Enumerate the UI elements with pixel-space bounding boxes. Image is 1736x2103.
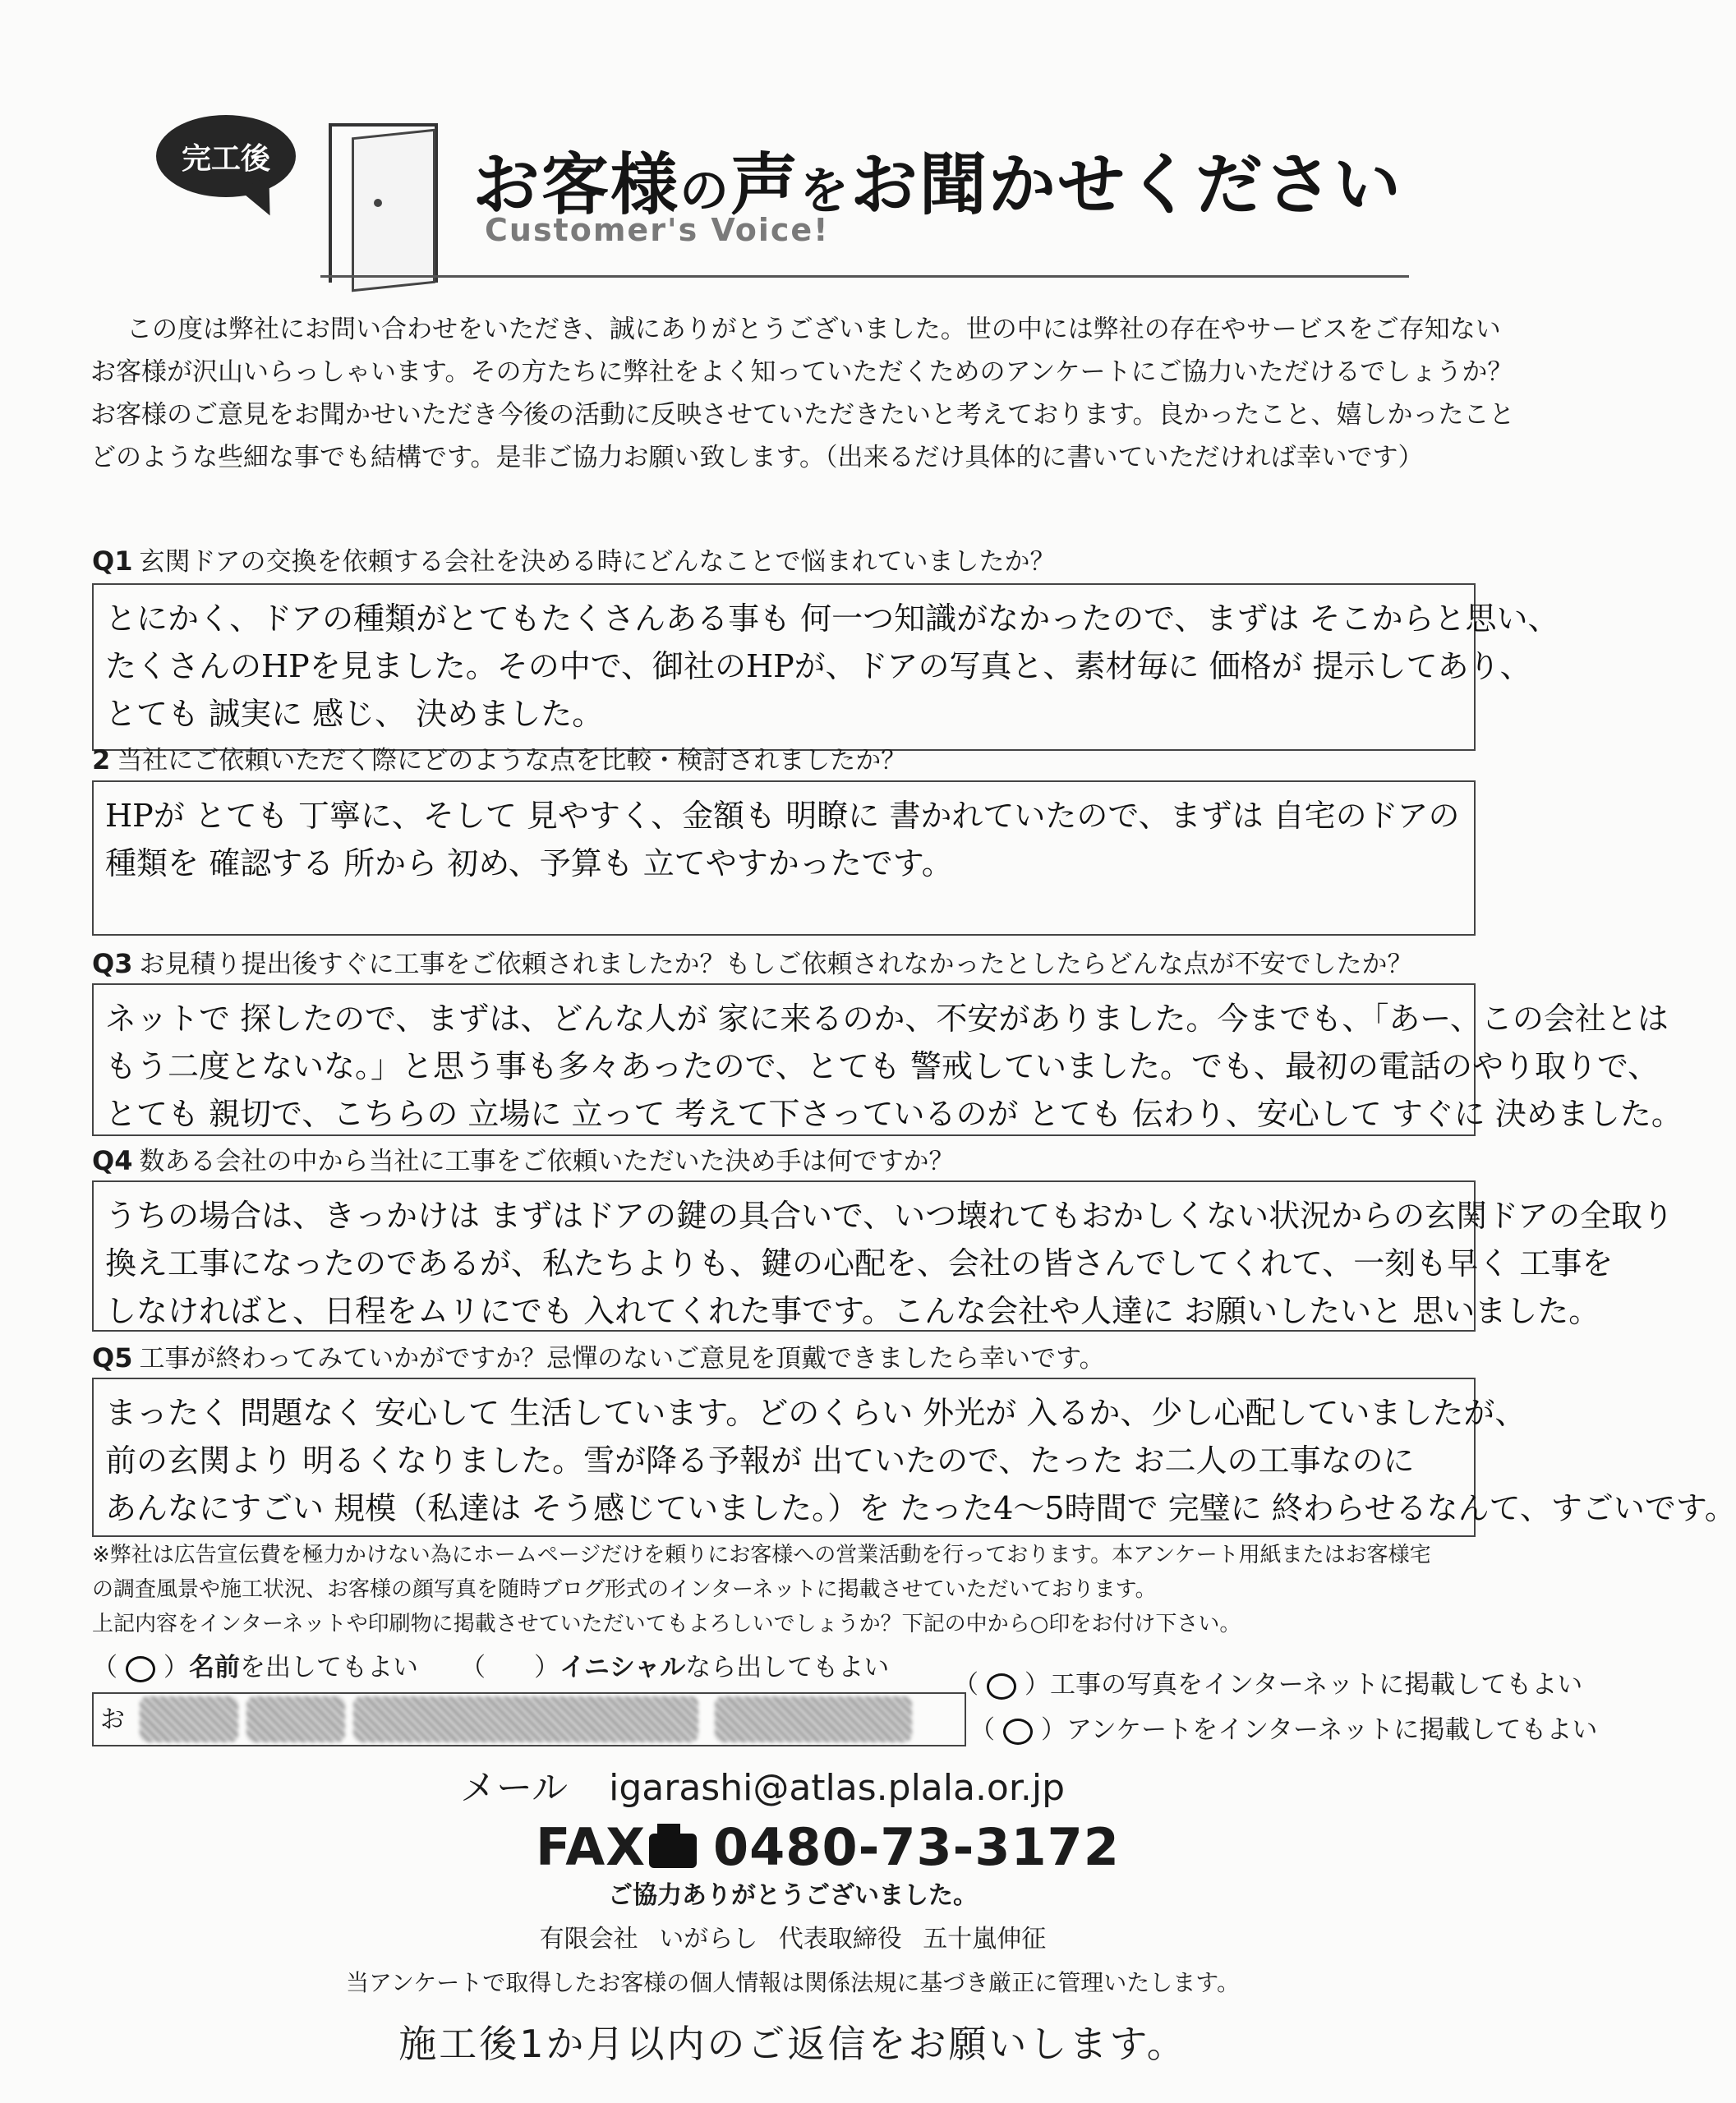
email-address[interactable]: igarashi@atlas.plala.or.jp xyxy=(609,1767,1066,1809)
answer-line: たくさんのHPを見ました。その中で、御社のHPが、ドアの写真と、素材毎に 価格が 提示してあり、 xyxy=(105,648,1531,684)
company-name: 有限会社 いがらし 代表取締役 五十嵐伸征 xyxy=(539,1925,1047,1953)
answer-line: HPが とても 丁寧に、そして 見やすく、金額も 明瞭に 書かれていたので、まずは 自宅のドアの xyxy=(105,798,1460,834)
redacted-name xyxy=(246,1696,345,1742)
page-title: お客様の声をお聞かせください xyxy=(472,146,1403,224)
circle-mark-icon xyxy=(126,1656,155,1682)
intro-line: お客様のご意見をお聞かせいただき今後の活動に反映させていただきたいと考えております。良かったこと、嬉しかったこと xyxy=(90,400,1515,430)
header-divider xyxy=(320,275,1409,278)
answer-line: ネットで 探したので、まずは、どんな人が 家に来るのか、不安がありました。今までも、「あー、この会社とは xyxy=(105,1001,1669,1037)
answer-line: まったく 問題なく 安心して 生活しています。どのくらい 外光が 入るか、少し心配していましたが、 xyxy=(105,1395,1526,1431)
question-2: 2 当社にご依頼いただく際にどのような点を比較・検討されましたか？ xyxy=(92,744,907,775)
notice-line: ※弊社は広告宣伝費を極力かけない為にホームページだけを頼りにお客様への営業活動を行っております。本アンケート用紙またはお客様宅 xyxy=(92,1543,1431,1567)
answer-box-3 xyxy=(92,983,1683,1136)
badge: 完工後 xyxy=(156,115,296,197)
consent-survey-option[interactable]: （ ）アンケートをインターネットに掲載してもよい xyxy=(969,1715,1598,1745)
door-knob-icon xyxy=(374,199,382,207)
answer-line: 種類を 確認する 所から 初め、予算も 立てやすかったです。 xyxy=(105,845,953,881)
answer-line: とても 誠実に 感じ、 決めました。 xyxy=(105,696,604,732)
consent-photo-option[interactable]: （ ）工事の写真をインターネットに掲載してもよい xyxy=(953,1670,1583,1700)
intro-line: この度は弊社にお問い合わせをいただき、誠にありがとうございました。世の中には弊社の存在やサービスをご存知ない xyxy=(127,315,1501,344)
name-prefix: お xyxy=(100,1705,125,1734)
consent-name-option[interactable]: （ ）名前を出してもよい xyxy=(92,1653,418,1682)
fax-contact: FAX 0480-73-3172 xyxy=(536,1817,1120,1877)
answer-line: とても 親切で、こちらの 立場に 立って 考えて下さっているのが とても 伝わり、安心して すぐに 決めました。 xyxy=(105,1096,1683,1132)
notice-text xyxy=(92,1538,1505,1641)
notice-line: 上記内容をインターネットや印刷物に掲載させていただいてもよろしいでしょうか？下記の中から○印をお付け下さい。 xyxy=(92,1612,1241,1636)
fax-icon xyxy=(649,1834,697,1868)
thanks-text: ご協力ありがとうございました。 xyxy=(608,1881,978,1910)
intro-line: どのような些細な事でも結構です。是非ご協力お願い致します。（出来るだけ具体的に書いていただければ幸いです） xyxy=(90,443,1424,472)
answer-line: 前の玄関より 明るくなりました。雪が降る予報が 出ていたので、たった お二人の工事なのに xyxy=(105,1443,1415,1479)
answer-box-1 xyxy=(92,583,1559,751)
question-4: Q4 数ある会社の中から当社に工事をご依頼いただいた決め手は何ですか？ xyxy=(92,1145,955,1176)
answer-box-4 xyxy=(92,1180,1674,1332)
intro-text xyxy=(90,308,1515,479)
circle-mark-icon xyxy=(987,1673,1016,1700)
question-3: Q3 お見積り提出後すぐに工事をご依頼されましたか？もしご依頼されなかったとしたらどんな点が不安でしたか？ xyxy=(92,948,1413,979)
redacted-name xyxy=(140,1696,238,1742)
answer-line: うちの場合は、きっかけは まずはドアの鍵の具合いで、いつ壊れてもおかしくない状況からの玄関ドアの全取り xyxy=(105,1198,1674,1234)
answer-line: もう二度とないな。」と思う事も多々あったので、とても 警戒していました。でも、最初の電話のやり取りで、 xyxy=(105,1048,1660,1084)
answer-line: とにかく、ドアの種類がとてもたくさんある事も 何一つ知識がなかったので、まずは そこからと思い、 xyxy=(105,601,1559,637)
consent-initial-option[interactable]: （ ）イニシャルなら出してもよい xyxy=(460,1653,890,1682)
fax-number: 0480-73-3172 xyxy=(713,1817,1120,1877)
question-1: Q1 玄関ドアの交換を依頼する会社を決める時にどんなことで悩まれていましたか？ xyxy=(92,545,1056,577)
circle-mark-icon xyxy=(1003,1719,1033,1745)
redacted-name xyxy=(715,1696,912,1742)
intro-line: お客様が沢山いらっしゃいます。その方たちに弊社をよく知っていただくためのアンケートにご協力いただけるでしょうか？ xyxy=(90,357,1513,387)
page-subtitle: Customer's Voice! xyxy=(485,212,830,248)
reply-request: 施工後1か月以内のご返信をお願いします。 xyxy=(398,2022,1187,2066)
question-5: Q5 工事が終わってみていかがですか？忌憚のないご意見を頂戴できましたら幸いです。 xyxy=(92,1342,1105,1374)
redacted-name xyxy=(353,1696,698,1742)
privacy-notice: 当アンケートで取得したお客様の個人情報は関係法規に基づき厳正に管理いたします。 xyxy=(345,1969,1241,1996)
answer-line: しなければと、日程をムリにでも 入れてくれた事です。こんな会社や人達に お願いしたいと 思いました。 xyxy=(105,1293,1600,1329)
door-leaf-icon xyxy=(352,129,435,292)
answer-box-2 xyxy=(92,780,1476,936)
notice-line: の調査風景や施工状況、お客様の顔写真を随時ブログ形式のインターネットに掲載させていただいております。 xyxy=(92,1577,1157,1602)
email-contact: メール igarashi@atlas.plala.or.jp xyxy=(460,1767,1066,1809)
answer-box-5 xyxy=(92,1378,1736,1537)
answer-line: 換え工事になったのであるが、私たちよりも、鍵の心配を、会社の皆さんでしてくれて、一刻も早く 工事を xyxy=(105,1245,1614,1282)
answer-line: あんなにすごい 規模（私達は そう感じていました。）を たった4〜5時間で 完璧に 終わらせるなんて、すごいです。 xyxy=(105,1490,1736,1526)
